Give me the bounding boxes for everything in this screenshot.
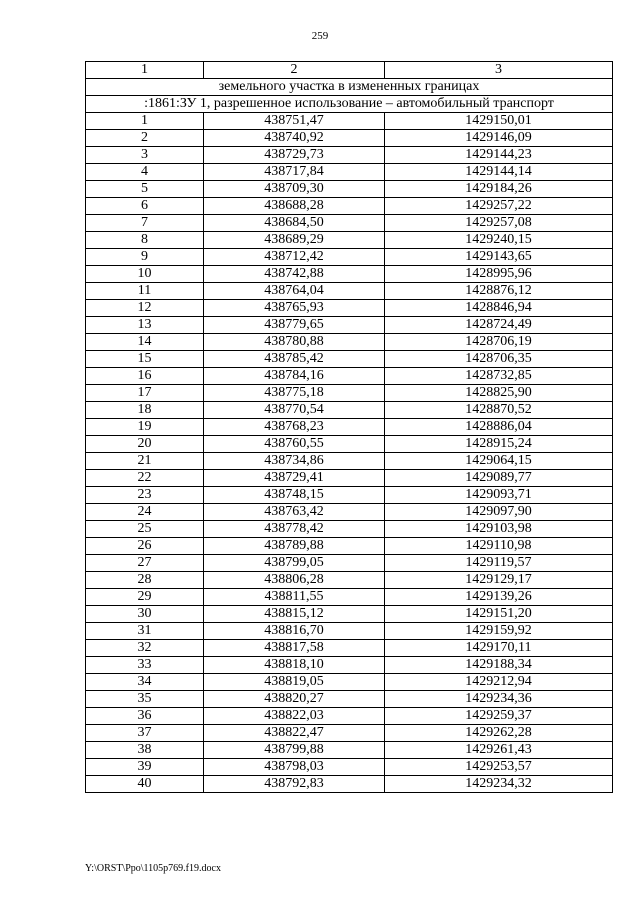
caption-line-2: :1861:ЗУ 1, разрешенное использование – автомобильный транспорт [86,96,613,113]
point-number-cell: 23 [86,487,204,504]
point-number-cell: 22 [86,470,204,487]
point-number-cell: 32 [86,640,204,657]
y-coordinate-cell: 1429212,94 [385,674,613,691]
x-coordinate-cell: 438819,05 [204,674,385,691]
x-coordinate-cell: 438815,12 [204,606,385,623]
point-number-cell: 3 [86,147,204,164]
y-coordinate-cell: 1429150,01 [385,113,613,130]
point-number-cell: 29 [86,589,204,606]
point-number-cell: 18 [86,402,204,419]
y-coordinate-cell: 1429144,14 [385,164,613,181]
x-coordinate-cell: 438799,05 [204,555,385,572]
y-coordinate-cell: 1429119,57 [385,555,613,572]
x-coordinate-cell: 438748,15 [204,487,385,504]
point-number-cell: 39 [86,759,204,776]
y-coordinate-cell: 1428870,52 [385,402,613,419]
point-number-cell: 2 [86,130,204,147]
y-coordinate-cell: 1429257,22 [385,198,613,215]
x-coordinate-cell: 438764,04 [204,283,385,300]
x-coordinate-cell: 438817,58 [204,640,385,657]
table-row [86,555,613,572]
x-coordinate-cell: 438768,23 [204,419,385,436]
y-coordinate-cell: 1428876,12 [385,283,613,300]
table-row [86,198,613,215]
point-number-cell: 8 [86,232,204,249]
x-coordinate-cell: 438729,73 [204,147,385,164]
x-coordinate-cell: 438742,88 [204,266,385,283]
point-number-cell: 16 [86,368,204,385]
header-col-1: 1 [86,62,204,79]
y-coordinate-cell: 1429234,36 [385,691,613,708]
table-row [86,725,613,742]
x-coordinate-cell: 438785,42 [204,351,385,368]
table-row [86,147,613,164]
point-number-cell: 10 [86,266,204,283]
y-coordinate-cell: 1429257,08 [385,215,613,232]
x-coordinate-cell: 438763,42 [204,504,385,521]
y-coordinate-cell: 1429259,37 [385,708,613,725]
table-row [86,368,613,385]
point-number-cell: 9 [86,249,204,266]
y-coordinate-cell: 1429170,11 [385,640,613,657]
table-row [86,776,613,793]
table-row [86,130,613,147]
x-coordinate-cell: 438784,16 [204,368,385,385]
point-number-cell: 1 [86,113,204,130]
x-coordinate-cell: 438816,70 [204,623,385,640]
table-row [86,351,613,368]
table-row [86,164,613,181]
x-coordinate-cell: 438780,88 [204,334,385,351]
table-row [86,385,613,402]
table-row [86,232,613,249]
x-coordinate-cell: 438712,42 [204,249,385,266]
point-number-cell: 7 [86,215,204,232]
point-number-cell: 25 [86,521,204,538]
table-row [86,759,613,776]
table-row [86,317,613,334]
x-coordinate-cell: 438806,28 [204,572,385,589]
y-coordinate-cell: 1429151,20 [385,606,613,623]
point-number-cell: 15 [86,351,204,368]
x-coordinate-cell: 438770,54 [204,402,385,419]
y-coordinate-cell: 1429188,34 [385,657,613,674]
coordinates-table [85,61,613,793]
point-number-cell: 28 [86,572,204,589]
caption-row-1 [86,79,613,96]
header-col-3: 3 [385,62,613,79]
y-coordinate-cell: 1428706,35 [385,351,613,368]
point-number-cell: 27 [86,555,204,572]
x-coordinate-cell: 438688,28 [204,198,385,215]
y-coordinate-cell: 1429143,65 [385,249,613,266]
table-row [86,283,613,300]
table-row [86,521,613,538]
point-number-cell: 24 [86,504,204,521]
table-row [86,419,613,436]
y-coordinate-cell: 1429089,77 [385,470,613,487]
y-coordinate-cell: 1429184,26 [385,181,613,198]
y-coordinate-cell: 1429139,26 [385,589,613,606]
point-number-cell: 26 [86,538,204,555]
table-row [86,674,613,691]
caption-line-1: земельного участка в измененных границах [86,79,613,96]
table-row [86,487,613,504]
x-coordinate-cell: 438798,03 [204,759,385,776]
y-coordinate-cell: 1429240,15 [385,232,613,249]
table-row [86,742,613,759]
x-coordinate-cell: 438734,86 [204,453,385,470]
x-coordinate-cell: 438792,83 [204,776,385,793]
y-coordinate-cell: 1429234,32 [385,776,613,793]
table-row [86,657,613,674]
y-coordinate-cell: 1429261,43 [385,742,613,759]
table-row [86,215,613,232]
x-coordinate-cell: 438717,84 [204,164,385,181]
y-coordinate-cell: 1428706,19 [385,334,613,351]
y-coordinate-cell: 1429064,15 [385,453,613,470]
caption-row-2 [86,96,613,113]
table-row [86,640,613,657]
point-number-cell: 36 [86,708,204,725]
point-number-cell: 17 [86,385,204,402]
y-coordinate-cell: 1429093,71 [385,487,613,504]
table-row [86,470,613,487]
x-coordinate-cell: 438689,29 [204,232,385,249]
point-number-cell: 30 [86,606,204,623]
point-number-cell: 38 [86,742,204,759]
point-number-cell: 5 [86,181,204,198]
y-coordinate-cell: 1429103,98 [385,521,613,538]
footer-file-path: Y:\ORST\Ppo\1105p769.f19.docx [85,863,221,874]
point-number-cell: 13 [86,317,204,334]
table-row [86,504,613,521]
x-coordinate-cell: 438775,18 [204,385,385,402]
x-coordinate-cell: 438820,27 [204,691,385,708]
point-number-cell: 4 [86,164,204,181]
y-coordinate-cell: 1429146,09 [385,130,613,147]
header-col-2: 2 [204,62,385,79]
y-coordinate-cell: 1428732,85 [385,368,613,385]
x-coordinate-cell: 438751,47 [204,113,385,130]
x-coordinate-cell: 438729,41 [204,470,385,487]
y-coordinate-cell: 1429110,98 [385,538,613,555]
table-row [86,266,613,283]
y-coordinate-cell: 1429144,23 [385,147,613,164]
x-coordinate-cell: 438822,47 [204,725,385,742]
y-coordinate-cell: 1428915,24 [385,436,613,453]
table-row [86,334,613,351]
x-coordinate-cell: 438760,55 [204,436,385,453]
table-row [86,249,613,266]
x-coordinate-cell: 438778,42 [204,521,385,538]
x-coordinate-cell: 438779,65 [204,317,385,334]
page-number: 259 [311,30,329,42]
point-number-cell: 33 [86,657,204,674]
x-coordinate-cell: 438765,93 [204,300,385,317]
table-row [86,691,613,708]
y-coordinate-cell: 1429262,28 [385,725,613,742]
y-coordinate-cell: 1428886,04 [385,419,613,436]
point-number-cell: 34 [86,674,204,691]
x-coordinate-cell: 438799,88 [204,742,385,759]
x-coordinate-cell: 438789,88 [204,538,385,555]
x-coordinate-cell: 438822,03 [204,708,385,725]
table-row [86,300,613,317]
x-coordinate-cell: 438811,55 [204,589,385,606]
table-row [86,453,613,470]
point-number-cell: 6 [86,198,204,215]
header-row [86,62,613,79]
x-coordinate-cell: 438818,10 [204,657,385,674]
table-row [86,538,613,555]
table-row [86,589,613,606]
y-coordinate-cell: 1429253,57 [385,759,613,776]
point-number-cell: 40 [86,776,204,793]
table-row [86,623,613,640]
y-coordinate-cell: 1428995,96 [385,266,613,283]
table-row [86,708,613,725]
point-number-cell: 35 [86,691,204,708]
point-number-cell: 31 [86,623,204,640]
y-coordinate-cell: 1429159,92 [385,623,613,640]
x-coordinate-cell: 438684,50 [204,215,385,232]
point-number-cell: 20 [86,436,204,453]
y-coordinate-cell: 1429129,17 [385,572,613,589]
y-coordinate-cell: 1428724,49 [385,317,613,334]
table-row [86,113,613,130]
y-coordinate-cell: 1429097,90 [385,504,613,521]
point-number-cell: 14 [86,334,204,351]
point-number-cell: 37 [86,725,204,742]
table-row [86,436,613,453]
table-row [86,572,613,589]
point-number-cell: 21 [86,453,204,470]
point-number-cell: 12 [86,300,204,317]
table-row [86,402,613,419]
y-coordinate-cell: 1428825,90 [385,385,613,402]
point-number-cell: 11 [86,283,204,300]
x-coordinate-cell: 438740,92 [204,130,385,147]
x-coordinate-cell: 438709,30 [204,181,385,198]
table-row [86,181,613,198]
point-number-cell: 19 [86,419,204,436]
y-coordinate-cell: 1428846,94 [385,300,613,317]
table-row [86,606,613,623]
